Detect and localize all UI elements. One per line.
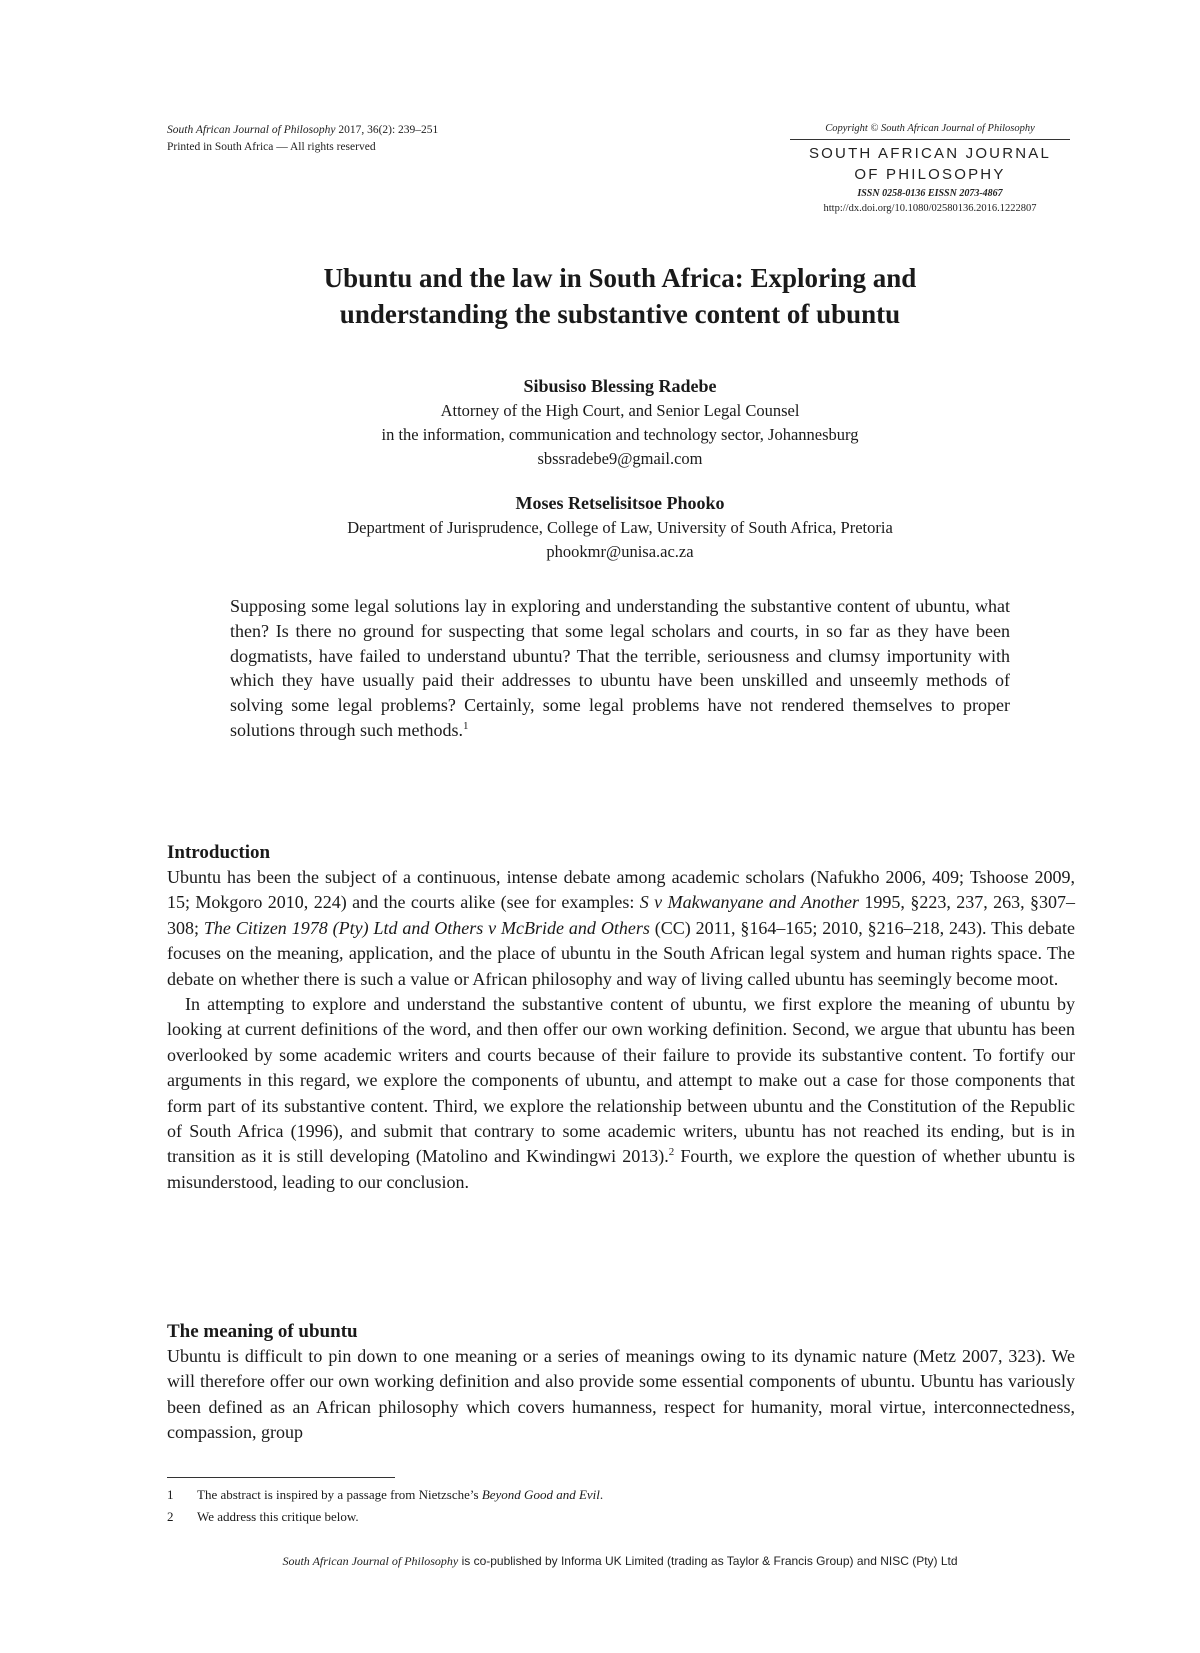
footnote-number: 2 — [167, 1509, 174, 1524]
paragraph-text: Fourth, we explore the question of whether ubuntu is misunderstood, leading to our conclusion. — [167, 1146, 1075, 1192]
case-citation: S v Makwanyane and Another — [639, 892, 860, 913]
section-introduction — [167, 840, 1075, 1195]
footnotes — [167, 1484, 603, 1528]
issn: ISSN 0258-0136 EISSN 2073-4867 — [857, 188, 1003, 199]
paragraph-text: Ubuntu has been the subject of a continuous, intense debate among academic scholars (Nafukho 2006, 409; Tshoose 2009, 15; Mokgoro 2010, 224) and the courts alike (see for examples: — [167, 867, 1075, 913]
abstract — [230, 594, 1010, 743]
author-name: Sibusiso Blessing Radebe — [523, 376, 717, 396]
footnote — [167, 1484, 603, 1506]
author-block-1 — [160, 373, 1080, 471]
footnote-text: The abstract is inspired by a passage from Nietzsche’s — [197, 1487, 482, 1502]
footnote-number: 1 — [167, 1487, 174, 1502]
copyright-notice: Copyright © South African Journal of Philosophy — [790, 122, 1070, 140]
book-title: Beyond Good and Evil — [481, 1487, 600, 1502]
footnote — [167, 1506, 603, 1528]
paragraph — [167, 865, 1075, 992]
case-citation: The Citizen 1978 (Pty) Ltd and Others v McBride and Others — [203, 917, 650, 938]
journal-name: South African Journal of Philosophy — [167, 124, 336, 136]
author-email[interactable]: phookmr@unisa.ac.za — [546, 542, 694, 561]
author-name: Moses Retselisitsoe Phooko — [515, 493, 725, 513]
journal-citation-header — [167, 122, 438, 156]
printed-notice: Printed in South Africa — All rights reserved — [167, 141, 376, 153]
paragraph-text: (CC) 2011, §164–165; 2010, §216–218, 243). This debate focuses on the meaning, application, and the place of ubuntu in the South African legal system and human rights space. The debate on whether there is such a value or African philosophy and way of living called ubuntu has seemingly become moot. — [167, 917, 1075, 989]
paragraph-text: Ubuntu is difficult to pin down to one meaning or a series of meanings owing to its dynamic nature (Metz 2007, 323). We will therefore offer our own working definition and also provide some essential components of ubuntu. Ubuntu has variously been defined as an African philosophy which covers humanness, respect for humanity, moral virtue, interconnectedness, compassion, group — [167, 1346, 1075, 1443]
author-email[interactable]: sbssradebe9@gmail.com — [537, 449, 703, 468]
title-line1: Ubuntu and the law in South Africa: Exploring and — [323, 263, 917, 293]
section-heading: The meaning of ubuntu — [167, 1321, 358, 1342]
paragraph — [167, 1344, 1075, 1446]
footnote-text: . — [599, 1487, 604, 1502]
footnote-divider — [167, 1477, 395, 1478]
footnote-ref[interactable]: 1 — [463, 719, 469, 732]
section-meaning-of-ubuntu — [167, 1319, 1075, 1446]
author-block-2 — [160, 490, 1080, 564]
abstract-text: Supposing some legal solutions lay in exploring and understanding the substantive content of ubuntu, what then? Is there no ground for suspecting that some legal scholars and courts, in so far as they have been dogmatists, have failed to understand ubuntu? That the terrible, seriousness and clumsy importunity with which they have usually paid their addresses to ubuntu have been unskilled and unseemly methods of solving some legal problems? Certainly, some legal problems have not rendered themselves to proper solutions through such methods. — [230, 596, 1010, 740]
journal-title-line1: SOUTH AFRICAN JOURNAL — [808, 145, 1052, 162]
page-footer — [140, 1554, 1100, 1569]
article-title — [160, 260, 1080, 332]
citation: 2017, 36(2): 239–251 — [338, 124, 439, 136]
paragraph-text: 1995, §223, 237, 263, §307–308; — [167, 892, 1076, 938]
footnote-text: We address this critique below. — [197, 1509, 359, 1524]
paragraph-text: In attempting to explore and understand the substantive content of ubuntu, we first explore the meaning of ubuntu by looking at current definitions of the word, and then offer our own working definition. Second, we argue that ubuntu has been overlooked by some academic writers and courts because of their failure to provide its substantive content. To fortify our arguments in this regard, we explore the components of ubuntu, and attempt to make out a case for those components that form part of its substantive content. Third, we explore the relationship between ubuntu and the Constitution of the Republic of South Africa (1996), and submit that contrary to some academic writers, ubuntu has not reached its ending, but is in transition as it is still developing (Matolino and Kwindingwi 2013). — [167, 994, 1075, 1167]
doi-link[interactable]: http://dx.doi.org/10.1080/02580136.2016.1222807 — [823, 203, 1037, 214]
journal-title-line2: OF PHILOSOPHY — [854, 166, 1006, 183]
journal-masthead — [790, 122, 1070, 216]
author-affiliation: in the information, communication and technology sector, Johannesburg — [381, 425, 859, 444]
section-heading: Introduction — [167, 842, 271, 863]
footer-text: is co-published by Informa UK Limited (trading as Taylor & Francis Group) and NISC (Pty) Ltd — [458, 1554, 958, 1568]
paragraph — [167, 992, 1075, 1195]
footer-journal-name: South African Journal of Philosophy — [282, 1554, 459, 1568]
author-affiliation: Attorney of the High Court, and Senior Legal Counsel — [440, 401, 800, 420]
title-line2: understanding the substantive content of ubuntu — [339, 299, 901, 329]
footnote-ref[interactable]: 2 — [668, 1146, 675, 1159]
author-affiliation: Department of Jurisprudence, College of Law, University of South Africa, Pretoria — [347, 518, 893, 537]
